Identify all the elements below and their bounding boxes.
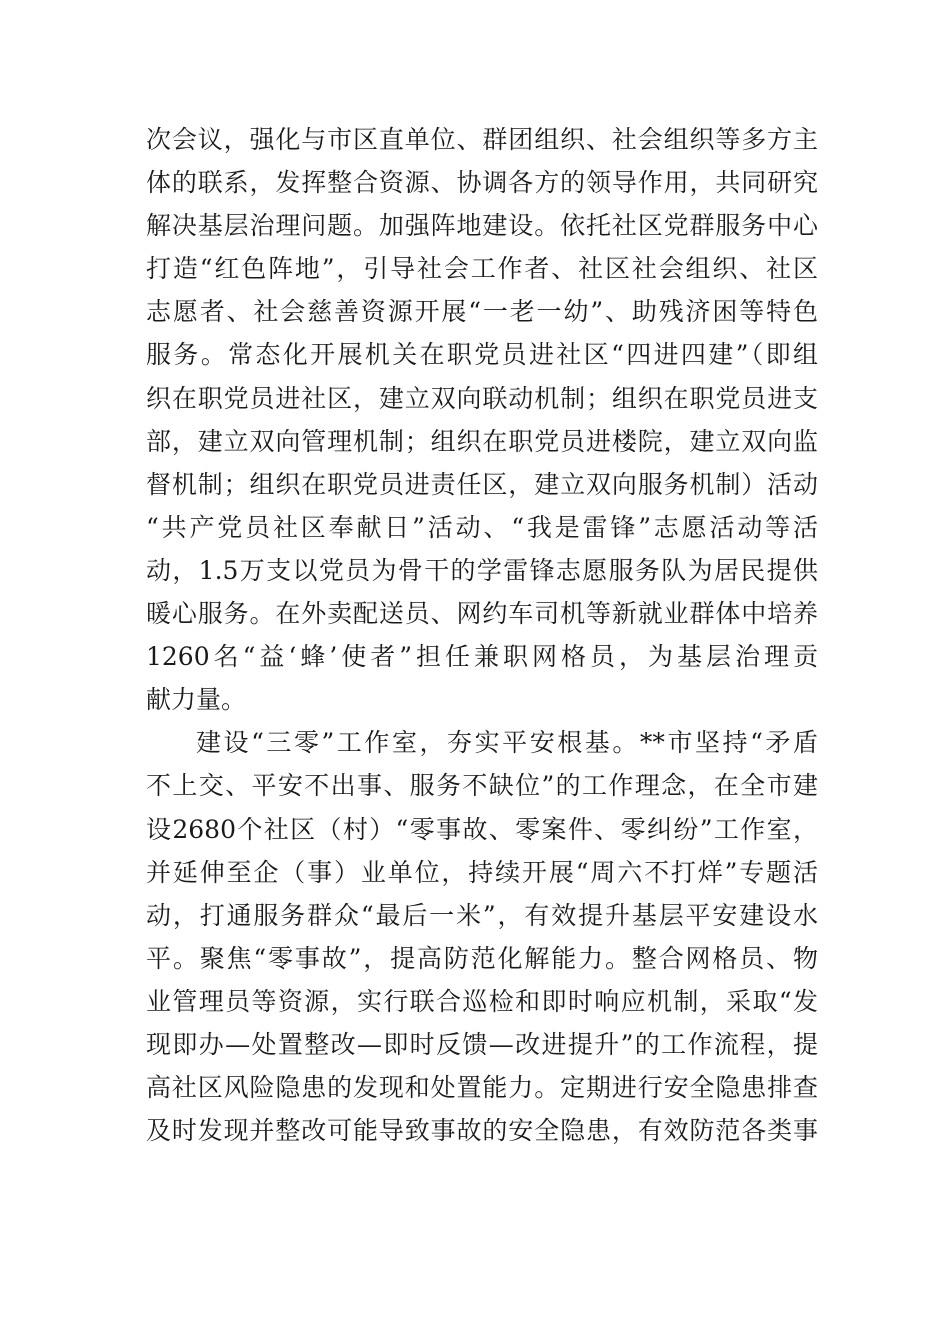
- text-line: 动，1.5万支以党员为骨干的学雷锋志愿服务队为居民提供: [146, 555, 818, 585]
- text-line: 建设“三零”工作室，夯实平安根基。**市坚持“矛盾: [196, 728, 818, 758]
- text-line: 高社区风险隐患的发现和处置能力。定期进行安全隐患排查: [146, 1073, 818, 1103]
- text-line: 并延伸至企（事）业单位，持续开展“周六不打烊”专题活: [146, 857, 818, 887]
- text-line: 业管理员等资源，实行联合巡检和即时响应机制，采取“发: [146, 986, 818, 1016]
- text-line: 服务。常态化开展机关在职党员进社区“四进四建”（即组: [146, 340, 818, 370]
- text-line: 体的联系，发挥整合资源、协调各方的领导作用，共同研究: [146, 168, 818, 198]
- text-line: 1260名“益‘蜂’使者”担任兼职网格员，为基层治理贡: [146, 642, 818, 672]
- text-line: 织在职党员进社区，建立双向联动机制；组织在职党员进支: [146, 383, 818, 413]
- text-line: 解决基层治理问题。加强阵地建设。依托社区党群服务中心: [146, 211, 818, 241]
- text-line: 献力量。: [146, 685, 247, 715]
- text-line: “共产党员社区奉献日”活动、“我是雷锋”志愿活动等活: [146, 512, 818, 542]
- text-line: 打造“红色阵地”，引导社会工作者、社区社会组织、社区: [146, 254, 818, 284]
- text-line: 及时发现并整改可能导致事故的安全隐患，有效防范各类事: [146, 1116, 818, 1146]
- text-line: 督机制；组织在职党员进责任区，建立双向服务机制）活动: [146, 469, 818, 499]
- text-line: 不上交、平安不出事、服务不缺位”的工作理念，在全市建: [146, 771, 818, 801]
- paragraph-1: [146, 118, 818, 721]
- text-line: 部，建立双向管理机制；组织在职党员进楼院，建立双向监: [146, 426, 818, 456]
- text-line: 现即办—处置整改—即时反馈—改进提升”的工作流程，提: [146, 1029, 818, 1059]
- text-line: 平。聚焦“零事故”，提高防范化解能力。整合网格员、物: [146, 943, 818, 973]
- text-line: 次会议，强化与市区直单位、群团组织、社会组织等多方主: [146, 125, 818, 154]
- text-line: 暖心服务。在外卖配送员、网约车司机等新就业群体中培养: [146, 599, 818, 629]
- text-line: 动，打通服务群众“最后一米”，有效提升基层平安建设水: [146, 900, 818, 930]
- text-line: 志愿者、社会慈善资源开展“一老一幼”、助残济困等特色: [146, 297, 818, 327]
- paragraph-2: [146, 721, 818, 1152]
- text-line: 设2680个社区（村）“零事故、零案件、零纠纷”工作室，: [146, 814, 818, 844]
- body-text: [146, 118, 818, 1152]
